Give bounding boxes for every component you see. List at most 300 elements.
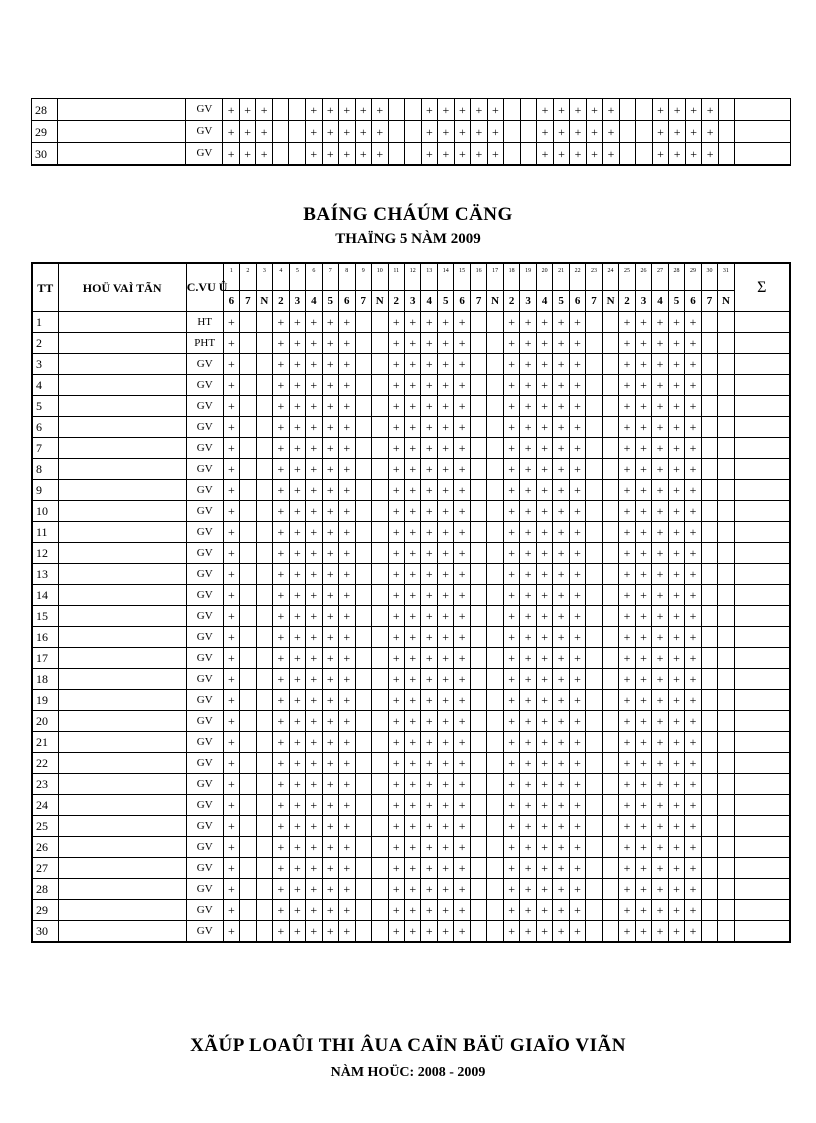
attendance-mark: + [404,837,420,858]
attendance-mark: + [421,564,437,585]
attendance-mark [256,711,272,732]
attendance-mark: + [454,690,470,711]
row-role: GV [186,858,223,879]
attendance-mark: + [322,879,338,900]
attendance-mark: + [289,753,305,774]
attendance-mark: + [503,627,519,648]
attendance-mark [372,858,388,879]
attendance-mark: + [668,564,684,585]
weekday-label: 3 [289,291,305,312]
attendance-mark: + [273,501,289,522]
attendance-mark [405,143,422,166]
attendance-mark: + [223,121,240,143]
row-total [734,312,790,333]
attendance-mark: + [289,459,305,480]
attendance-mark: + [586,121,603,143]
attendance-mark: + [339,900,355,921]
attendance-mark: + [652,816,668,837]
attendance-mark: + [339,816,355,837]
attendance-mark [256,774,272,795]
row-total [735,121,791,143]
attendance-mark [619,143,636,166]
attendance-mark [289,99,306,121]
attendance-mark: + [223,879,239,900]
row-name [58,143,186,166]
row-total [734,354,790,375]
attendance-mark [586,795,602,816]
weekday-label: N [256,291,272,312]
table-row [32,774,790,795]
day-number: 31 [718,263,734,291]
attendance-mark [470,774,486,795]
attendance-mark: + [223,711,239,732]
weekday-label: N [718,291,734,312]
attendance-mark [487,816,503,837]
attendance-mark [602,669,618,690]
attendance-mark: + [652,627,668,648]
attendance-mark [701,732,717,753]
attendance-mark [372,837,388,858]
attendance-mark [487,564,503,585]
attendance-mark: + [306,564,322,585]
attendance-mark: + [273,585,289,606]
attendance-mark [256,837,272,858]
attendance-mark: + [339,396,355,417]
attendance-mark: + [619,564,635,585]
attendance-mark [355,753,371,774]
row-total [734,837,790,858]
attendance-mark: + [503,732,519,753]
row-role: GV [186,121,223,143]
attendance-mark [470,795,486,816]
attendance-mark: + [223,99,240,121]
attendance-mark [470,438,486,459]
row-name [58,858,186,879]
attendance-mark: + [536,753,552,774]
row-number: 24 [32,795,58,816]
attendance-mark [586,354,602,375]
attendance-mark [602,900,618,921]
attendance-mark [586,543,602,564]
attendance-mark: + [438,143,455,166]
attendance-mark: + [652,732,668,753]
attendance-mark [602,501,618,522]
attendance-mark: + [404,900,420,921]
attendance-mark: + [388,774,404,795]
attendance-mark [355,837,371,858]
attendance-mark: + [306,669,322,690]
attendance-mark: + [536,564,552,585]
attendance-mark: + [223,585,239,606]
attendance-mark: + [421,690,437,711]
attendance-mark: + [437,480,453,501]
attendance-mark: + [520,564,536,585]
attendance-mark: + [306,732,322,753]
attendance-mark: + [652,312,668,333]
attendance-mark [718,753,734,774]
attendance-mark: + [503,543,519,564]
attendance-mark: + [223,921,239,943]
attendance-mark: + [685,921,701,943]
attendance-mark: + [536,522,552,543]
attendance-mark [586,417,602,438]
attendance-mark [372,417,388,438]
attendance-mark [487,711,503,732]
attendance-mark: + [520,669,536,690]
table-row [32,312,790,333]
attendance-mark [256,732,272,753]
attendance-mark: + [388,501,404,522]
attendance-mark: + [503,501,519,522]
weekday-label: 4 [536,291,552,312]
row-name [58,375,186,396]
attendance-mark: + [569,858,585,879]
row-role: HT [186,312,223,333]
header-sum: Σ [734,263,790,312]
attendance-mark [372,606,388,627]
weekday-label: 3 [635,291,651,312]
attendance-mark [256,543,272,564]
attendance-mark [718,438,734,459]
attendance-mark: + [536,648,552,669]
attendance-mark: + [668,837,684,858]
attendance-mark: + [339,333,355,354]
attendance-mark: + [668,732,684,753]
attendance-mark: + [569,312,585,333]
row-name [58,99,186,121]
row-number: 9 [32,480,58,501]
attendance-mark: + [454,417,470,438]
attendance-mark: + [520,543,536,564]
attendance-mark: + [635,837,651,858]
attendance-mark: + [668,669,684,690]
weekday-label: 5 [322,291,338,312]
attendance-mark [602,417,618,438]
row-name [58,879,186,900]
attendance-mark: + [437,732,453,753]
attendance-mark: + [652,711,668,732]
attendance-mark: + [668,900,684,921]
attendance-mark [470,816,486,837]
attendance-mark: + [553,711,569,732]
attendance-mark [240,543,256,564]
attendance-mark: + [635,711,651,732]
attendance-mark [586,690,602,711]
attendance-mark: + [685,480,701,501]
attendance-mark: + [652,753,668,774]
attendance-mark: + [437,858,453,879]
attendance-mark: + [388,795,404,816]
attendance-mark: + [306,921,322,943]
attendance-mark: + [322,627,338,648]
row-number: 2 [32,333,58,354]
attendance-mark [718,711,734,732]
attendance-mark: + [669,99,686,121]
attendance-mark: + [437,837,453,858]
attendance-mark: + [273,312,289,333]
attendance-mark [487,837,503,858]
attendance-mark [240,564,256,585]
attendance-mark: + [454,732,470,753]
row-role: GV [186,606,223,627]
attendance-mark: + [289,438,305,459]
attendance-mark [470,921,486,943]
table-row [32,879,790,900]
attendance-mark: + [388,585,404,606]
attendance-mark: + [685,795,701,816]
row-number: 1 [32,312,58,333]
attendance-mark [240,669,256,690]
row-total [734,690,790,711]
attendance-mark: + [619,837,635,858]
table-row [32,585,790,606]
attendance-mark: + [388,438,404,459]
attendance-mark: + [569,921,585,943]
table-row [32,417,790,438]
attendance-mark: + [619,753,635,774]
attendance-mark: + [421,396,437,417]
attendance-mark [256,816,272,837]
attendance-mark: + [668,501,684,522]
attendance-mark: + [404,858,420,879]
attendance-mark: + [652,121,669,143]
attendance-mark [602,522,618,543]
attendance-mark [487,669,503,690]
attendance-mark [470,396,486,417]
weekday-label: 2 [619,291,635,312]
attendance-mark: + [421,816,437,837]
attendance-mark: + [454,669,470,690]
attendance-mark: + [668,543,684,564]
table-row [32,333,790,354]
attendance-mark: + [421,753,437,774]
attendance-mark: + [669,143,686,166]
row-number: 12 [32,543,58,564]
attendance-mark: + [668,690,684,711]
attendance-mark [701,606,717,627]
attendance-mark [718,396,734,417]
row-total [734,795,790,816]
row-name [58,606,186,627]
attendance-mark: + [421,669,437,690]
attendance-mark: + [404,459,420,480]
attendance-mark: + [306,690,322,711]
attendance-mark [701,585,717,606]
attendance-mark: + [273,732,289,753]
attendance-mark: + [619,585,635,606]
attendance-mark: + [520,774,536,795]
attendance-mark: + [305,121,322,143]
attendance-mark: + [569,816,585,837]
attendance-mark [701,438,717,459]
attendance-mark: + [553,143,570,166]
attendance-mark: + [421,732,437,753]
attendance-mark: + [437,375,453,396]
table-row [32,711,790,732]
attendance-mark [240,606,256,627]
attendance-mark: + [635,375,651,396]
attendance-mark: + [668,711,684,732]
row-total [735,99,791,121]
attendance-mark: + [454,396,470,417]
attendance-mark: + [619,522,635,543]
attendance-mark [470,648,486,669]
attendance-mark [701,711,717,732]
attendance-mark [372,774,388,795]
attendance-mark: + [289,648,305,669]
day-number: 20 [536,263,552,291]
row-name [58,711,186,732]
attendance-mark: + [685,438,701,459]
attendance-mark: + [536,900,552,921]
attendance-mark [355,732,371,753]
row-total [734,648,790,669]
attendance-mark: + [454,858,470,879]
row-role: GV [186,711,223,732]
weekday-label: 6 [454,291,470,312]
attendance-mark: + [635,879,651,900]
attendance-mark: + [702,143,719,166]
attendance-mark: + [273,837,289,858]
attendance-mark [487,606,503,627]
attendance-mark: + [322,312,338,333]
attendance-mark [372,585,388,606]
attendance-mark [240,774,256,795]
attendance-mark [487,585,503,606]
attendance-mark: + [388,480,404,501]
attendance-mark: + [289,627,305,648]
row-role: GV [186,774,223,795]
attendance-mark: + [668,312,684,333]
row-role: GV [186,795,223,816]
day-number: 2 [240,263,256,291]
attendance-mark: + [553,333,569,354]
attendance-mark: + [619,438,635,459]
attendance-mark [372,501,388,522]
attendance-mark: + [339,121,356,143]
attendance-mark [256,459,272,480]
attendance-mark: + [339,312,355,333]
attendance-mark [240,648,256,669]
row-name [58,732,186,753]
attendance-mark: + [553,522,569,543]
attendance-mark: + [685,606,701,627]
attendance-mark: + [388,816,404,837]
attendance-mark: + [553,438,569,459]
attendance-mark: + [339,501,355,522]
row-role: GV [186,732,223,753]
attendance-mark: + [421,438,437,459]
row-role: GV [186,816,223,837]
attendance-mark: + [454,795,470,816]
row-number: 10 [32,501,58,522]
attendance-mark: + [536,795,552,816]
row-total [734,543,790,564]
attendance-mark: + [553,627,569,648]
day-number: 15 [454,263,470,291]
attendance-mark: + [223,312,239,333]
attendance-mark: + [652,99,669,121]
attendance-mark: + [355,143,372,166]
attendance-mark: + [553,795,569,816]
day-number: 30 [701,263,717,291]
attendance-mark: + [454,606,470,627]
attendance-mark: + [536,543,552,564]
attendance-mark [240,501,256,522]
attendance-mark: + [322,333,338,354]
attendance-mark [470,837,486,858]
row-role: GV [186,417,223,438]
attendance-mark [240,459,256,480]
attendance-mark: + [404,396,420,417]
attendance-mark: + [404,522,420,543]
row-total [734,333,790,354]
attendance-mark: + [553,417,569,438]
attendance-mark: + [619,354,635,375]
attendance-mark: + [454,900,470,921]
attendance-mark [470,606,486,627]
attendance-mark [470,690,486,711]
attendance-mark [256,858,272,879]
attendance-mark [470,333,486,354]
attendance-mark [355,669,371,690]
attendance-mark: + [339,774,355,795]
attendance-mark: + [685,417,701,438]
attendance-mark: + [569,753,585,774]
attendance-mark [487,396,503,417]
attendance-mark [470,522,486,543]
attendance-mark: + [339,837,355,858]
attendance-mark: + [619,900,635,921]
attendance-mark: + [404,585,420,606]
attendance-mark: + [503,858,519,879]
attendance-mark: + [536,816,552,837]
attendance-mark: + [471,121,488,143]
attendance-mark [718,417,734,438]
attendance-mark [718,375,734,396]
attendance-mark: + [454,333,470,354]
row-number: 13 [32,564,58,585]
attendance-mark: + [388,690,404,711]
attendance-mark: + [223,732,239,753]
row-number: 20 [32,711,58,732]
attendance-mark: + [437,795,453,816]
attendance-mark: + [635,522,651,543]
weekday-label: 5 [437,291,453,312]
attendance-mark: + [437,543,453,564]
attendance-mark [487,648,503,669]
table-row [32,438,790,459]
attendance-mark: + [437,627,453,648]
attendance-mark: + [520,795,536,816]
attendance-mark: + [322,522,338,543]
attendance-mark: + [437,669,453,690]
attendance-mark [372,648,388,669]
attendance-mark [240,711,256,732]
attendance-mark: + [273,438,289,459]
attendance-mark: + [306,858,322,879]
table-row [32,837,790,858]
attendance-mark: + [652,585,668,606]
attendance-mark [701,480,717,501]
attendance-mark: + [388,711,404,732]
attendance-mark: + [305,143,322,166]
attendance-mark: + [322,438,338,459]
attendance-mark: + [536,417,552,438]
row-role: GV [186,438,223,459]
attendance-mark [372,879,388,900]
attendance-mark: + [569,375,585,396]
